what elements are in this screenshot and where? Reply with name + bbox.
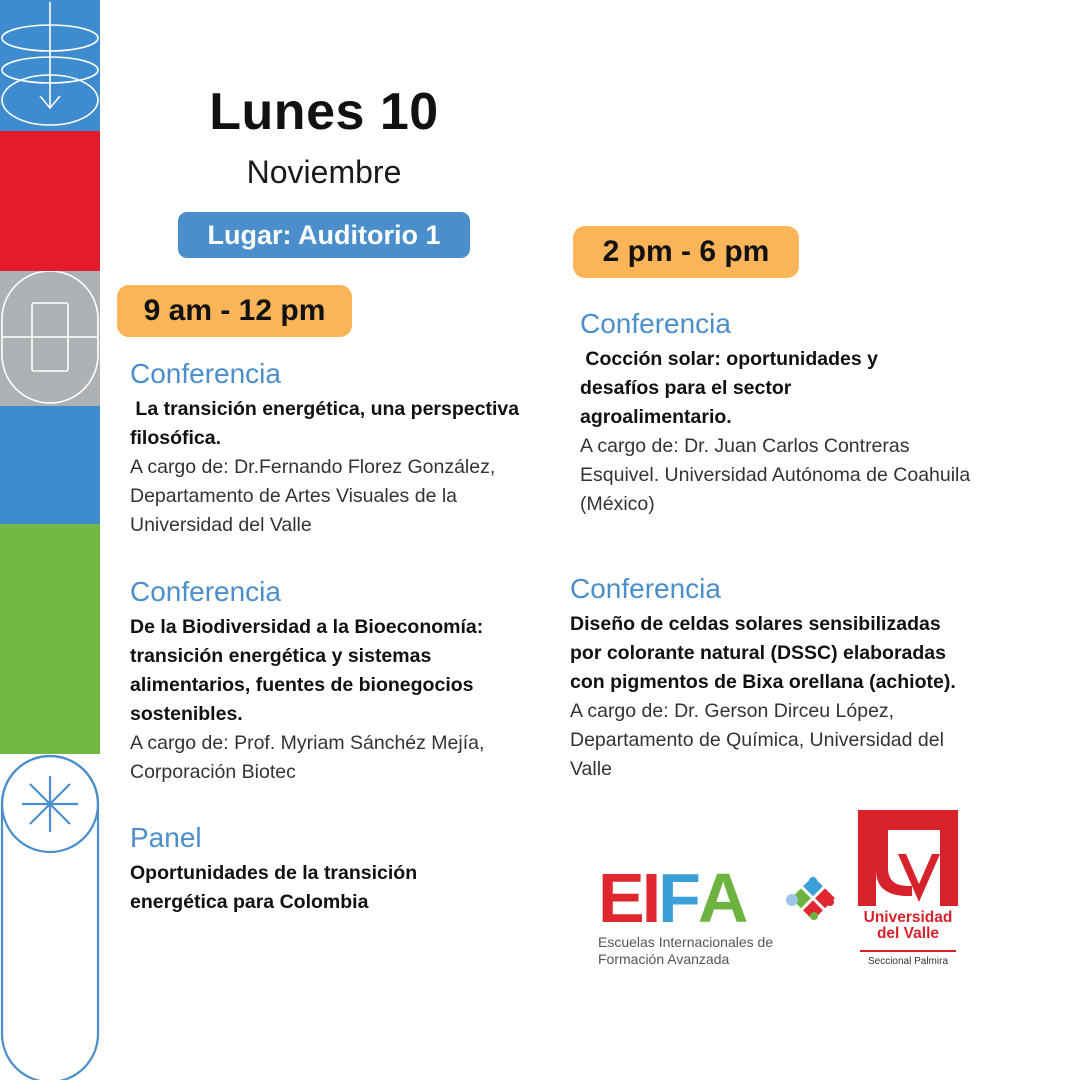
univalle-logo	[856, 810, 960, 970]
eifa-logo	[598, 859, 848, 972]
eifa-diamond-icon	[778, 864, 848, 934]
univalle-emblem-icon	[856, 810, 960, 906]
band-blue-top	[0, 0, 100, 131]
session-type: Panel	[130, 822, 202, 853]
day-title: Lunes 10	[209, 83, 439, 141]
rounded-shapes-decoration	[0, 271, 100, 406]
disc-line-decoration	[0, 0, 100, 131]
eifa-letter: E	[598, 859, 642, 937]
session-item	[130, 821, 510, 917]
session-type: Conferencia	[580, 308, 731, 339]
session-item	[130, 575, 540, 787]
place-badge: Lugar: Auditorio 1	[178, 212, 470, 258]
session-title: Oportunidades de la transición energética para Colombia	[130, 862, 423, 913]
session-type: Conferencia	[570, 573, 721, 604]
session-title: De la Biodiversidad a la Bioeconomía: transición energética y sistemas alimentarios, fuentes de bionegocios sostenibles.	[130, 616, 489, 725]
eifa-letter: A	[697, 859, 746, 937]
session-title: La transición energética, una perspectiva filosófica.	[130, 398, 525, 449]
afternoon-time-badge: 2 pm - 6 pm	[573, 226, 799, 278]
band-blue-mid	[0, 406, 100, 524]
univalle-name: Universidad del Valle	[863, 909, 953, 942]
session-item	[580, 307, 985, 519]
session-type: Conferencia	[130, 576, 281, 607]
band-gray	[0, 271, 100, 406]
session-speaker: A cargo de: Dr. Juan Carlos Contreras Esquivel. Universidad Autónoma de Coahuila (México)	[580, 435, 971, 515]
band-green	[0, 524, 100, 754]
session-title: Diseño de celdas solares sensibilizadas por colorante natural (DSSC) elaboradas con pigmentos de Bixa orellana (achiote).	[570, 613, 956, 693]
session-title: Cocción solar: oportunidades y desafíos para el sector agroalimentario.	[580, 348, 884, 428]
month-label: Noviembre	[246, 154, 402, 190]
univalle-campus: Seccional Palmira	[867, 956, 949, 967]
band-white	[0, 754, 100, 1080]
eifa-letter: I	[641, 859, 659, 937]
session-speaker: A cargo de: Dr. Gerson Dirceu López, Departamento de Química, Universidad del Valle	[570, 700, 944, 780]
session-speaker: A cargo de: Prof. Myriam Sánchéz Mejía, Corporación Biotec	[130, 732, 485, 783]
univalle-divider	[860, 950, 956, 952]
session-speaker: A cargo de: Dr.Fernando Florez González, Departamento de Artes Visuales de la Universidad del Valle	[130, 456, 496, 536]
session-item	[130, 357, 540, 540]
band-red	[0, 131, 100, 271]
session-type: Conferencia	[130, 358, 281, 389]
eifa-wordmark	[598, 859, 746, 937]
eifa-subtitle: Escuelas Internacionales de Formación Avanzada	[598, 934, 774, 967]
asterisk-capsule-decoration	[0, 754, 100, 1080]
morning-time-badge: 9 am - 12 pm	[117, 285, 352, 337]
session-item	[570, 572, 975, 784]
eifa-letter: F	[658, 859, 698, 937]
